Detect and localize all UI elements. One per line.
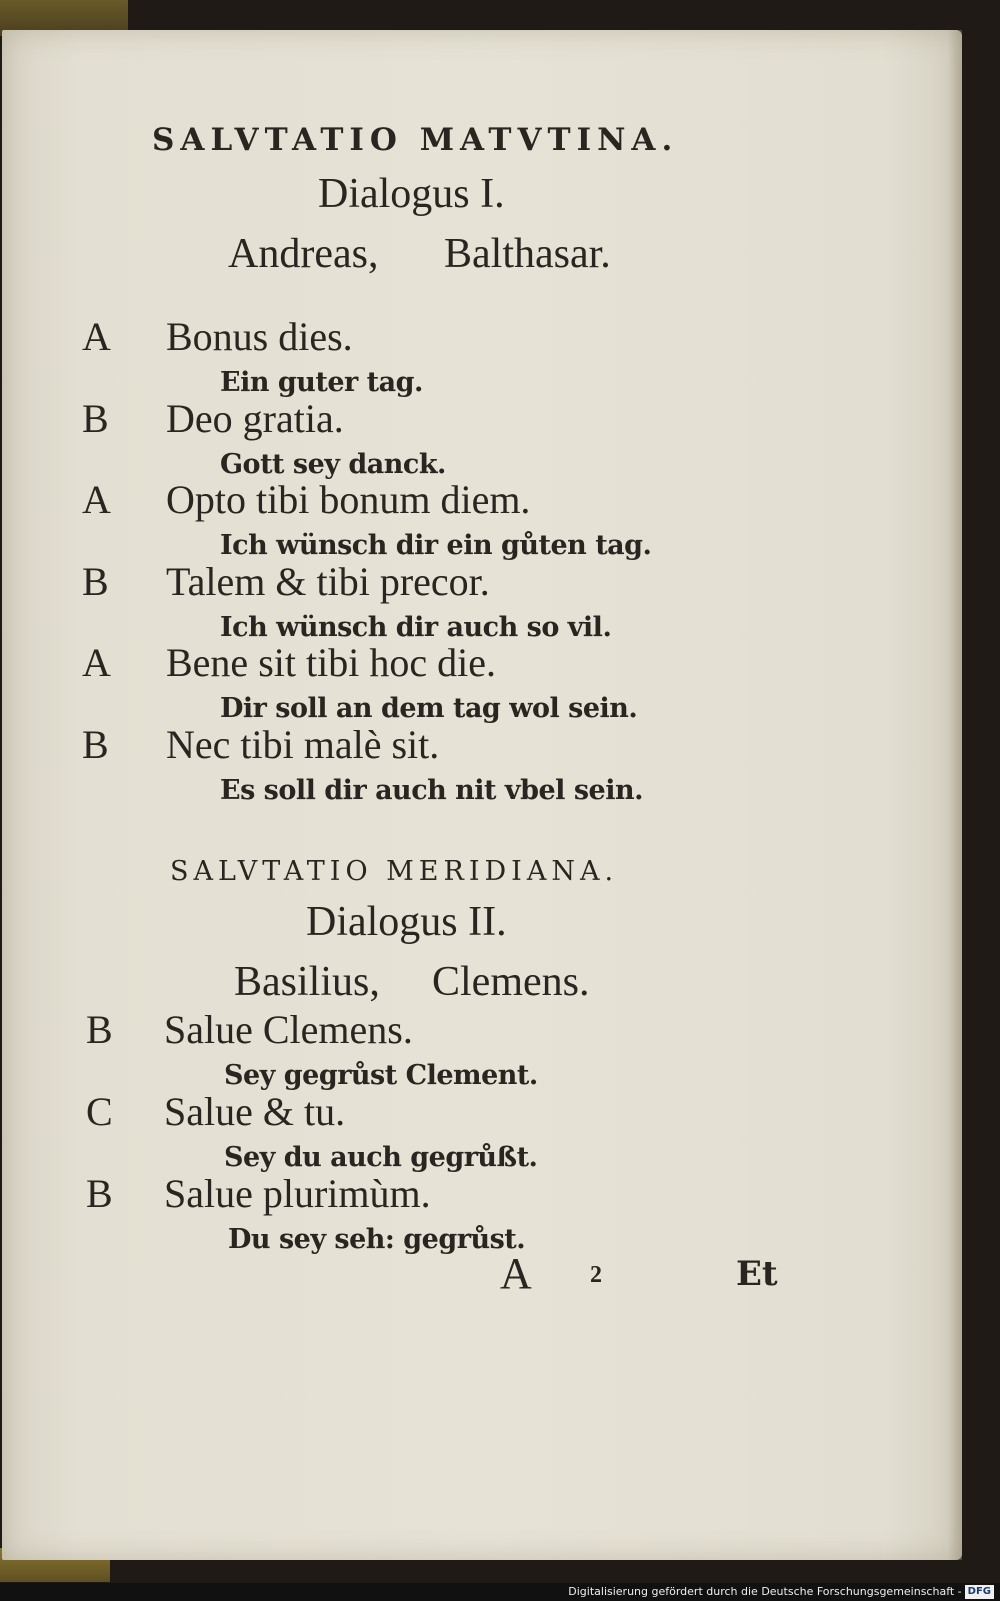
line-german: Gott sey danck. [220, 449, 446, 480]
line-latin: Deo gratia. [166, 396, 344, 441]
page-edge-shadow [948, 30, 962, 1560]
signature-letter: A [500, 1249, 532, 1298]
line-latin: Bonus dies. [166, 314, 353, 359]
dialog2-speaker-b: Clemens. [432, 959, 590, 1005]
footer-bar [0, 1583, 1000, 1601]
line-german: Sey gegrůst Clement. [224, 1060, 538, 1091]
dialog1-speaker-b: Balthasar. [444, 231, 611, 277]
line-speaker: A [82, 477, 111, 522]
line-german: Ich wünsch dir ein gůten tag. [220, 530, 652, 561]
dialog1-title: Dialogus I. [318, 171, 505, 217]
line-german: Es soll dir auch nit vbel sein. [220, 775, 643, 806]
dialog2-speaker-a: Basilius, [234, 959, 380, 1005]
dfg-logo: DFG [965, 1585, 994, 1599]
footer-credit: Digitalisierung gefördert durch die Deutsche Forschungsgemeinschaft - [568, 1585, 962, 1598]
line-latin: Opto tibi bonum diem. [166, 477, 531, 522]
line-speaker: B [86, 1007, 113, 1052]
line-latin: Salue & tu. [164, 1089, 346, 1134]
line-speaker: B [82, 722, 109, 767]
heading-matutina: SALVTATIO MATVTINA. [152, 122, 679, 158]
line-german: Ein guter tag. [220, 367, 423, 398]
line-speaker: B [82, 396, 109, 441]
line-speaker: C [86, 1089, 113, 1134]
book-page [2, 30, 962, 1560]
line-latin: Salue Clemens. [164, 1007, 413, 1052]
line-latin: Talem & tibi precor. [166, 559, 490, 604]
line-latin: Nec tibi malè sit. [166, 722, 440, 767]
line-speaker: B [82, 559, 109, 604]
catchword: Et [736, 1254, 778, 1294]
heading-meridiana: SALVTATIO MERIDIANA. [170, 856, 619, 887]
line-german: Sey du auch gegrůßt. [224, 1142, 538, 1173]
line-latin: Bene sit tibi hoc die. [166, 640, 496, 685]
line-german: Dir soll an dem tag wol sein. [220, 693, 638, 724]
line-german: Ich wünsch dir auch so vil. [220, 612, 612, 643]
signature-number: 2 [590, 1262, 602, 1288]
line-speaker: A [82, 314, 111, 359]
line-speaker: B [86, 1171, 113, 1216]
line-latin: Salue plurimùm. [164, 1171, 431, 1216]
dialog1-speaker-a: Andreas, [228, 231, 379, 277]
dialog2-title: Dialogus II. [306, 899, 507, 945]
line-speaker: A [82, 640, 111, 685]
line-german: Du sey seh: gegrůst. [228, 1224, 526, 1255]
